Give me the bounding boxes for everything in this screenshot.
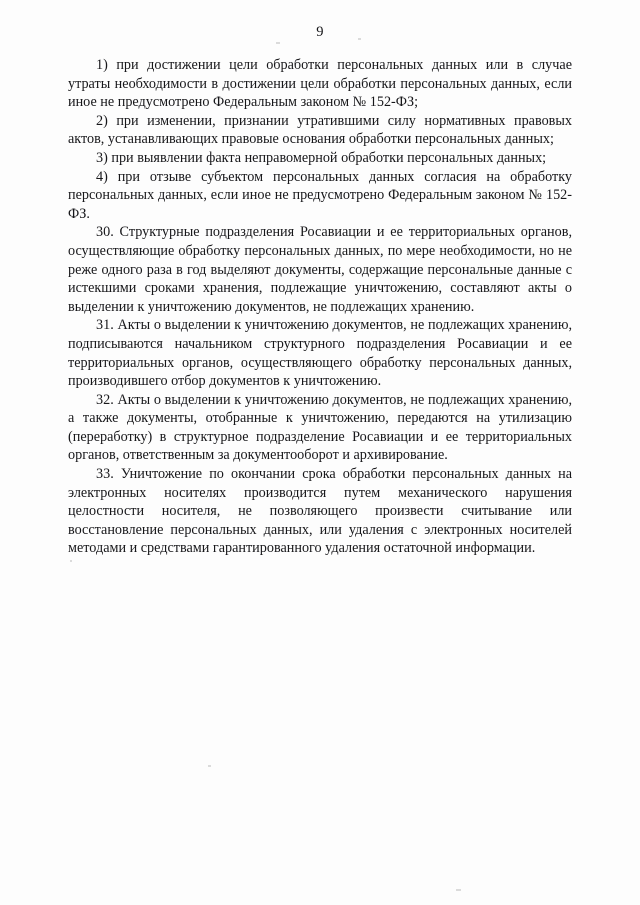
paragraph: 1) при достижении цели обработки персональных данных или в случае утраты необходимости в достижении цели обработки персональных данных, если иное не предусмотрено Федеральным законом № 152-ФЗ; bbox=[68, 57, 572, 111]
scan-artifact bbox=[208, 765, 211, 767]
paragraph: 4) при отзыве субъектом персональных данных согласия на обработку персональных данных, если иное не предусмотрено Федеральным законом № 152-ФЗ. bbox=[68, 168, 572, 222]
scan-artifact bbox=[70, 560, 72, 562]
paragraph: 30. Структурные подразделения Росавиации и ее территориальных органов, осуществляющие обработку персональных данных, по мере необходимости, но не реже одного раза в год выделяют документы, содержащие персональные данные с истекшими сроками хранения, подлежащие уничтожению, составляют акты о выделении к уничтожению документов, не подлежащих хранению. bbox=[68, 224, 572, 315]
paragraph: 3) при выявлении факта неправомерной обработки персональных данных; bbox=[96, 149, 547, 166]
scan-artifact bbox=[276, 42, 280, 44]
page-number: 9 bbox=[316, 24, 324, 40]
document-body bbox=[68, 56, 572, 558]
paragraph: 32. Акты о выделении к уничтожению документов, не подлежащих хранению, а также документы, отобранные к уничтожению, передаются на утилизацию (переработку) в структурное подразделение Росавиации и ее территориальных органов, ответственным за документооборот и архивирование. bbox=[68, 391, 572, 464]
paragraph: 2) при изменении, признании утратившими силу нормативных правовых актов, устанавливающих правовые основания обработки персональных данных; bbox=[68, 112, 572, 148]
scan-artifact bbox=[456, 889, 461, 891]
paragraph: 33. Уничтожение по окончании срока обработки персональных данных на электронных носителях производится путем механического нарушения целостности носителя, не позволяющего произвести считывание или восстановление персональных данных, или удаления с электронных носителей методами и средствами гарантированного удаления остаточной информации. bbox=[68, 466, 572, 557]
scan-artifact bbox=[358, 38, 361, 40]
paragraph: 31. Акты о выделении к уничтожению документов, не подлежащих хранению, подписываются начальником структурного подразделения Росавиации и ее территориальных органов, осуществляющего обработку персональных данных, производившего отбор документов к уничтожению. bbox=[68, 317, 572, 390]
